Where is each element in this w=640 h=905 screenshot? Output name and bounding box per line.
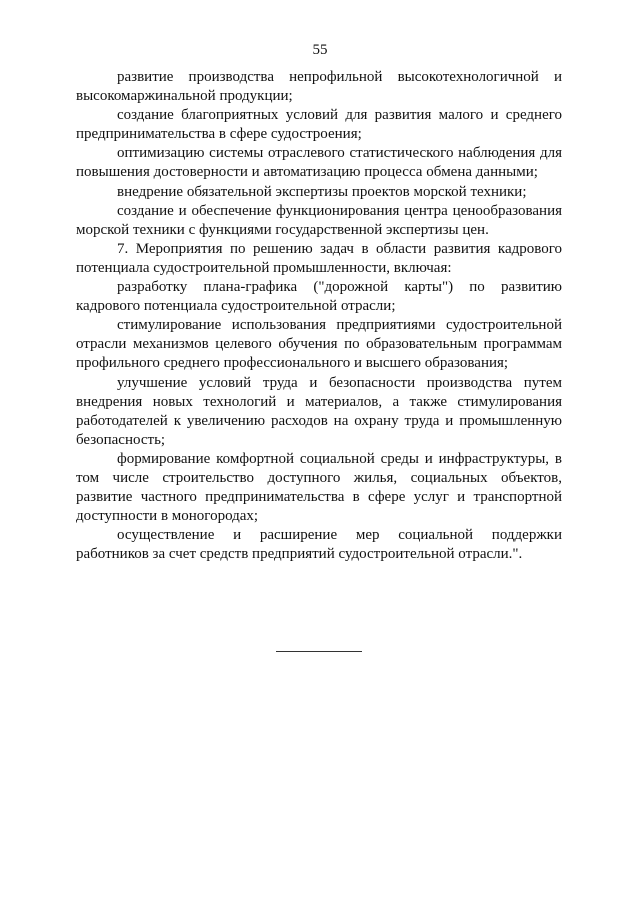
paragraph: создание и обеспечение функционирования центра ценообразования морской техники с функциями государственной экспертизы цен. — [76, 202, 562, 238]
paragraph: разработку плана-графика ("дорожной карты") по развитию кадрового потенциала судостроительной отрасли; — [76, 279, 562, 315]
end-of-text-separator — [276, 651, 362, 652]
paragraph: формирование комфортной социальной среды и инфраструктуры, в том числе строительство доступного жилья, социальных объектов, развитие частного предпринимательства в сфере услуг и транспортной доступности в моногородах; — [76, 450, 562, 525]
paragraph: стимулирование использования предприятиями судостроительной отрасли механизмов целевого обучения по образовательным программам профильного среднего профессионального и высшего образования; — [76, 317, 562, 372]
document-body — [76, 68, 562, 564]
paragraph: улучшение условий труда и безопасности производства путем внедрения новых технологий и материалов, а также стимулирования работодателей к увеличению расходов на охрану труда и промышленную безопасность; — [76, 374, 562, 448]
paragraph: внедрение обязательной экспертизы проектов морской техники; — [117, 183, 527, 200]
paragraph: оптимизацию системы отраслевого статистического наблюдения для повышения достоверности и автоматизацию процесса обмена данными; — [76, 145, 562, 181]
page-number: 55 — [312, 42, 328, 58]
paragraph: создание благоприятных условий для развития малого и среднего предпринимательства в сфере судостроения; — [76, 107, 562, 143]
section-heading-paragraph: 7. Мероприятия по решению задач в области развития кадрового потенциала судостроительной промышленности, включая: — [76, 240, 562, 276]
paragraph: осуществление и расширение мер социальной поддержки работников за счет средств предприятий судостроительной отрасли.". — [76, 527, 562, 563]
paragraph: развитие производства непрофильной высокотехнологичной и высокомаржинальной продукции; — [76, 69, 562, 105]
